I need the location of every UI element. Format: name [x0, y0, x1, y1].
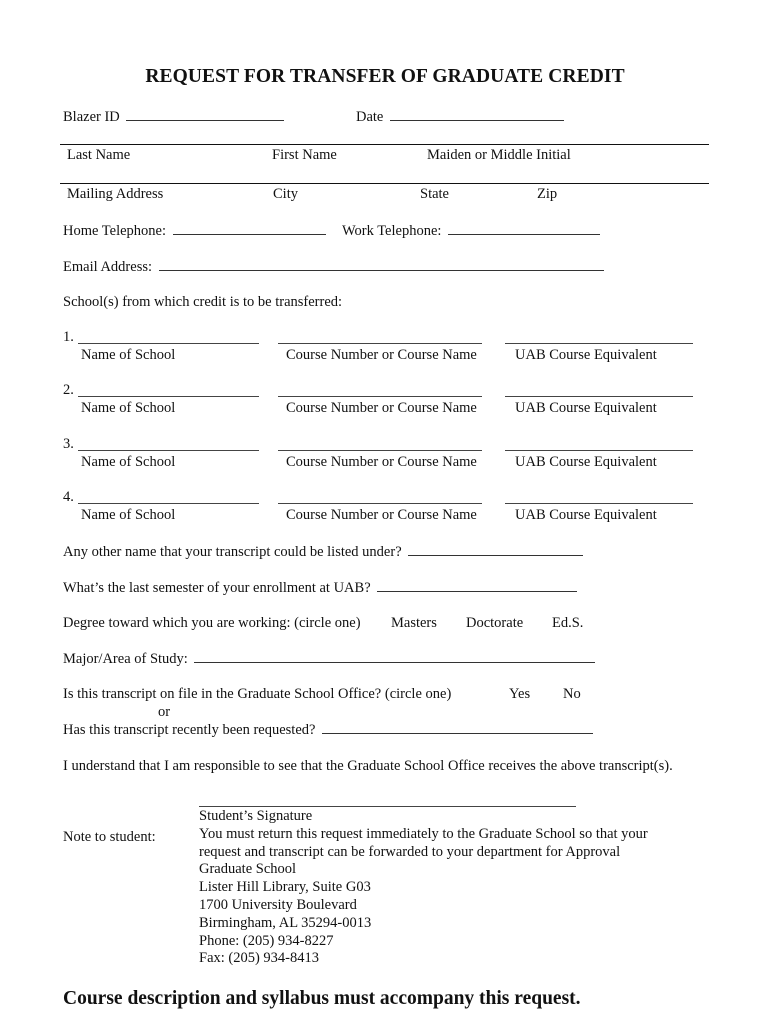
uab-equivalent-label: UAB Course Equivalent [515, 347, 657, 363]
note-line: Fax: (205) 934-8413 [199, 950, 320, 967]
home-phone-label: Home Telephone: [63, 223, 167, 239]
email-label: Email Address: [63, 259, 153, 275]
major-input[interactable] [194, 650, 595, 663]
blazer-id-label: Blazer ID [63, 109, 120, 125]
date-label: Date [356, 109, 384, 125]
note-label: Note to student: [63, 829, 156, 845]
understand-statement: I understand that I am responsible to see that the Graduate School Office receives the above transcript(s). [63, 758, 673, 774]
course-name-input[interactable] [278, 450, 482, 451]
email-input[interactable] [159, 258, 604, 271]
course-number-label: Course Number or Course Name [286, 454, 477, 470]
first-name-label: First Name [272, 147, 337, 163]
course-number: 2. [63, 382, 74, 398]
home-phone-input[interactable] [173, 222, 326, 235]
name-of-school-label: Name of School [81, 400, 176, 416]
note-line: Graduate School [199, 861, 297, 878]
school-name-input[interactable] [78, 396, 259, 397]
signature-label: Student’s Signature [199, 808, 313, 824]
blazer-id-input[interactable] [126, 108, 284, 121]
major-field [63, 650, 595, 668]
transcript-on-file-label: Is this transcript on file in the Graduate School Office? (circle one) [63, 686, 452, 702]
course-name-input[interactable] [278, 503, 482, 504]
state-label: State [420, 186, 449, 202]
name-row-top-rule [60, 144, 709, 145]
email-field [63, 258, 604, 276]
uab-equivalent-input[interactable] [505, 503, 693, 504]
signature-input[interactable] [199, 806, 576, 807]
last-name-label: Last Name [67, 147, 131, 163]
school-name-input[interactable] [78, 343, 259, 344]
degree-option-masters[interactable]: Masters [391, 615, 437, 631]
other-name-input[interactable] [408, 543, 583, 556]
course-number: 3. [63, 436, 74, 452]
note-line: You must return this request immediately to the Graduate School so that your [199, 825, 648, 842]
name-of-school-label: Name of School [81, 347, 176, 363]
date-input[interactable] [390, 108, 564, 121]
course-number-label: Course Number or Course Name [286, 347, 477, 363]
other-name-field [63, 543, 583, 561]
major-label: Major/Area of Study: [63, 651, 188, 667]
uab-equivalent-input[interactable] [505, 450, 693, 451]
school-name-input[interactable] [78, 450, 259, 451]
school-name-input[interactable] [78, 503, 259, 504]
address-row-top-rule [60, 183, 709, 184]
name-of-school-label: Name of School [81, 507, 176, 523]
work-phone-label: Work Telephone: [342, 223, 442, 239]
degree-option-doctorate[interactable]: Doctorate [466, 615, 524, 631]
note-line: Phone: (205) 934-8227 [199, 932, 334, 949]
form-title: REQUEST FOR TRANSFER OF GRADUATE CREDIT [145, 66, 625, 87]
last-semester-input[interactable] [377, 579, 577, 592]
last-semester-label: What’s the last semester of your enrollment at UAB? [63, 580, 371, 596]
work-phone-field [342, 222, 600, 240]
transcript-no-option[interactable]: No [563, 686, 581, 702]
home-phone-field [63, 222, 326, 240]
recently-requested-field [63, 721, 593, 739]
note-line: Lister Hill Library, Suite G03 [199, 879, 371, 896]
name-of-school-label: Name of School [81, 454, 176, 470]
degree-label: Degree toward which you are working: (circle one) [63, 615, 361, 631]
uab-equivalent-label: UAB Course Equivalent [515, 400, 657, 416]
zip-label: Zip [537, 186, 558, 202]
note-line: 1700 University Boulevard [199, 896, 357, 913]
uab-equivalent-label: UAB Course Equivalent [515, 507, 657, 523]
recently-requested-input[interactable] [322, 721, 593, 734]
uab-equivalent-input[interactable] [505, 396, 693, 397]
work-phone-input[interactable] [448, 222, 600, 235]
course-name-input[interactable] [278, 396, 482, 397]
course-number-label: Course Number or Course Name [286, 507, 477, 523]
mailing-address-label: Mailing Address [67, 186, 164, 202]
footer-notice: Course description and syllabus must accompany this request. [63, 988, 581, 1009]
transcript-yes-option[interactable]: Yes [509, 686, 531, 702]
date-field [356, 108, 564, 126]
maiden-label: Maiden or Middle Initial [427, 147, 571, 163]
other-name-label: Any other name that your transcript could be listed under? [63, 544, 402, 560]
recently-requested-label: Has this transcript recently been requested? [63, 722, 316, 738]
note-line: request and transcript can be forwarded to your department for Approval [199, 843, 621, 860]
course-number-label: Course Number or Course Name [286, 400, 477, 416]
or-text: or [158, 704, 171, 720]
blazer-id-field [63, 108, 284, 126]
course-name-input[interactable] [278, 343, 482, 344]
schools-prompt: School(s) from which credit is to be transferred: [63, 294, 343, 310]
city-label: City [273, 186, 298, 202]
note-block [199, 808, 648, 968]
course-number: 4. [63, 489, 74, 505]
course-number: 1. [63, 329, 74, 345]
degree-option-eds[interactable]: Ed.S. [552, 615, 584, 631]
note-line: Birmingham, AL 35294-0013 [199, 914, 372, 931]
uab-equivalent-label: UAB Course Equivalent [515, 454, 657, 470]
uab-equivalent-input[interactable] [505, 343, 693, 344]
last-semester-field [63, 579, 577, 597]
